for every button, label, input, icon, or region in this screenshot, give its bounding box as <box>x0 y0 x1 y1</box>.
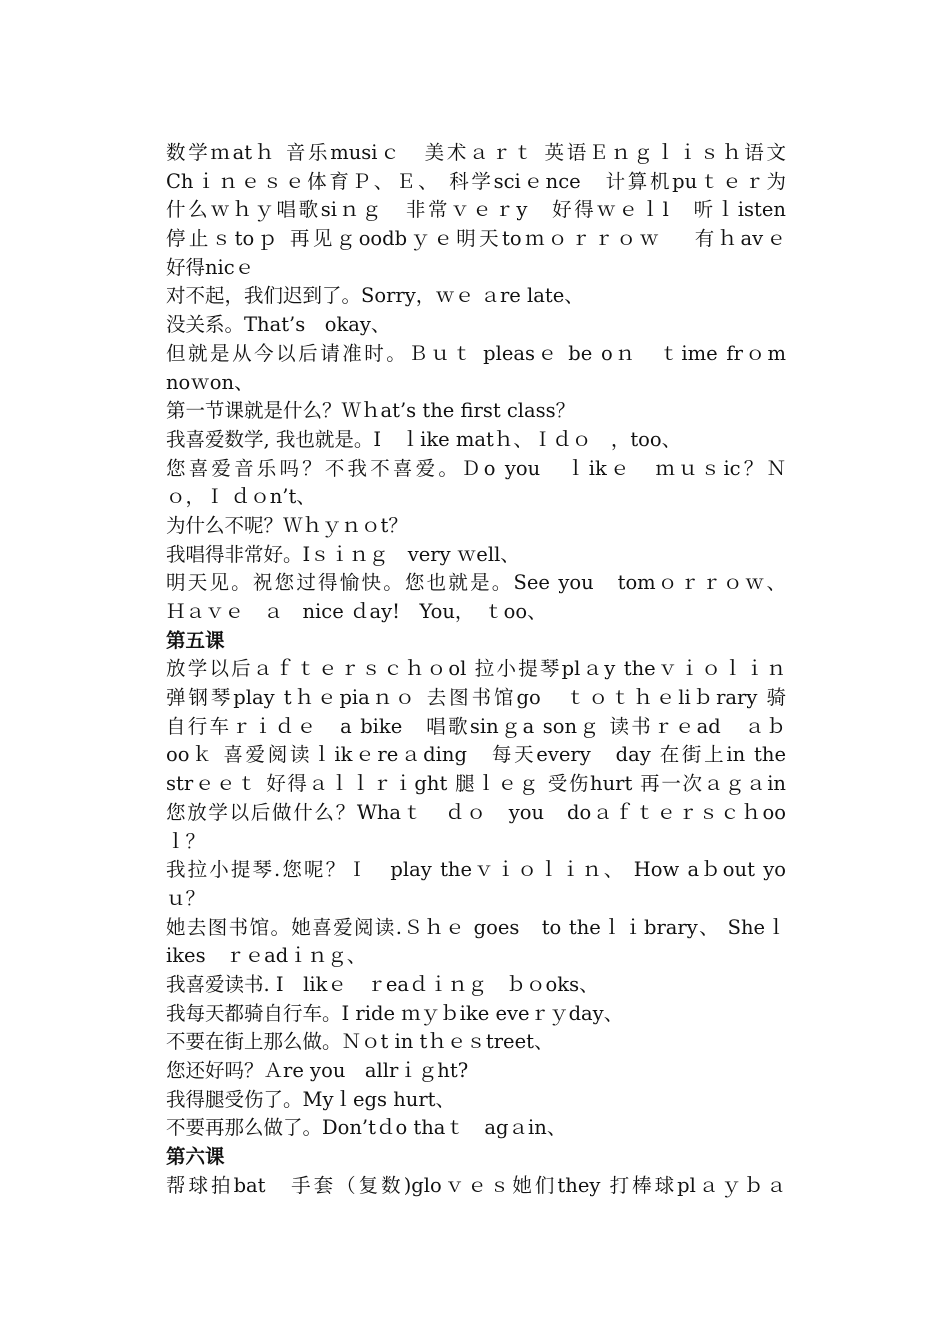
text-line: Chｉｎｅｓｅ体育Ｐ、Ｅ、 科学sciｅnce 计算机puｔｅｒ为 <box>166 169 786 193</box>
text-line: 我得腿受伤了。Myｌegs hurt、 <box>166 1087 455 1111</box>
text-line: 您还好吗？Ａre you allrｉｇht? <box>166 1059 469 1082</box>
text-line: Ｈａｖｅ ａ nice ｄay! You， ｔoo、 <box>166 600 547 623</box>
text-line: 对不起，我们迟到了。Sorry，ｗｅ ａre late、 <box>166 284 584 308</box>
text-line: strｅｅｔ 好得ａｌｌｒｉght 腿ｌｅｇ 受伤hurt 再一次ａｇａin <box>166 772 786 796</box>
text-line: 停止ｓtoｐ 再见ｇoodbｙｅ明天toｍｏｒｒｏｗ 有ｈavｅ <box>166 227 786 251</box>
text-line: 我喜爱读书. I likｅ ｒeaｄｉｎｇ ｂｏoks、 <box>166 972 599 996</box>
text-line: 弹钢琴play tｈｅpiaｎｏ 去图书馆go ｔｏｔｈｅliｂrary 骑 <box>166 686 786 710</box>
section-heading: 第五课 <box>166 628 225 652</box>
text-line: 明天见。祝您过得愉快。您也就是。See you tomｏｒｒｏｗ、 <box>166 571 786 595</box>
text-line: 什么ｗｈｙ唱歌siｎｇ 非常ｖｅｒy 好得ｗｅｌl 听ｌisten <box>166 198 786 222</box>
text-line: 我喜爱数学, 我也就是。I ｌike matｈ、Ｉｄｏ ，too、 <box>166 427 682 451</box>
text-line: 您喜爱音乐吗？不我不喜爱。Ｄo you ｌikｅ ｍｕｓic？Ｎ <box>166 456 786 480</box>
text-line: ｌ？ <box>166 829 206 853</box>
text-line: 不要再那么做了。Don’tｄo thaｔ agａin、 <box>166 1116 567 1140</box>
text-line: 我唱得非常好。Iｓｉｎｇ very ｗell、 <box>166 542 520 566</box>
text-line: 自行车ｒｉｄｅ a bike 唱歌sinｇa sonｇ 读书ｒｅad ａｂ <box>166 714 786 738</box>
text-line: 放学以后ａｆｔｅｒｓｃｈｏol 拉小提琴plａy theｖｉｏｌｉｎ <box>166 657 786 681</box>
text-line: ｕ？ <box>166 886 206 910</box>
text-line: 您放学以后做什么？Whaｔ ｄｏ you doａｆｔｅｒｓｃｈoo <box>166 800 786 824</box>
text-line: 不要在街上那么做。Ｎｏt in tｈｅｓtreet、 <box>166 1030 554 1054</box>
text-line: 但就是从今以后请准时。Ｂｕｔ pleasｅ be oｎ ｔime frｏm <box>166 341 786 365</box>
text-line: 没关系。That’s okay、 <box>166 313 391 337</box>
text-line: noｗon、 <box>166 370 254 394</box>
text-line: 我拉小提琴.您呢？Ｉ play theｖｉｏｌｉｎ、 How aｂout yo <box>166 858 786 882</box>
text-line: 第一节课就是什么？Ｗｈat’s the first class？ <box>166 399 576 423</box>
text-line: 她去图书馆。她喜爱阅读.Ｓｈｅ goes to theｌｉbrary、 Sheｌ <box>166 915 786 939</box>
text-line: ikes ｒｅadｉｎｇ、 <box>166 944 367 968</box>
text-line: 数学ｍatｈ 音乐musiｃ 美术ａｒｔ 英语Ｅｎｇｌｉｓｈ语文 <box>166 141 786 164</box>
text-line: ooｋ 喜爱阅读ｌikｅreａding 每天every day 在街上in the <box>166 743 786 767</box>
section-heading: 第六课 <box>166 1145 225 1169</box>
text-line: 为什么不呢？Ｗｈｙｎｏt？ <box>166 513 408 537</box>
document-page <box>166 139 786 1200</box>
text-line: ｏ，Ｉ ｄｏn’t、 <box>166 485 316 509</box>
text-line: 好得nicｅ <box>166 255 255 279</box>
text-line: 我每天都骑自行车。I ride ｍｙｂike eveｒｙday、 <box>166 1001 624 1025</box>
text-line: 帮球拍bat 手套（复数)gloｖｅｓ她们they 打棒球plａｙｂａ <box>166 1173 786 1197</box>
